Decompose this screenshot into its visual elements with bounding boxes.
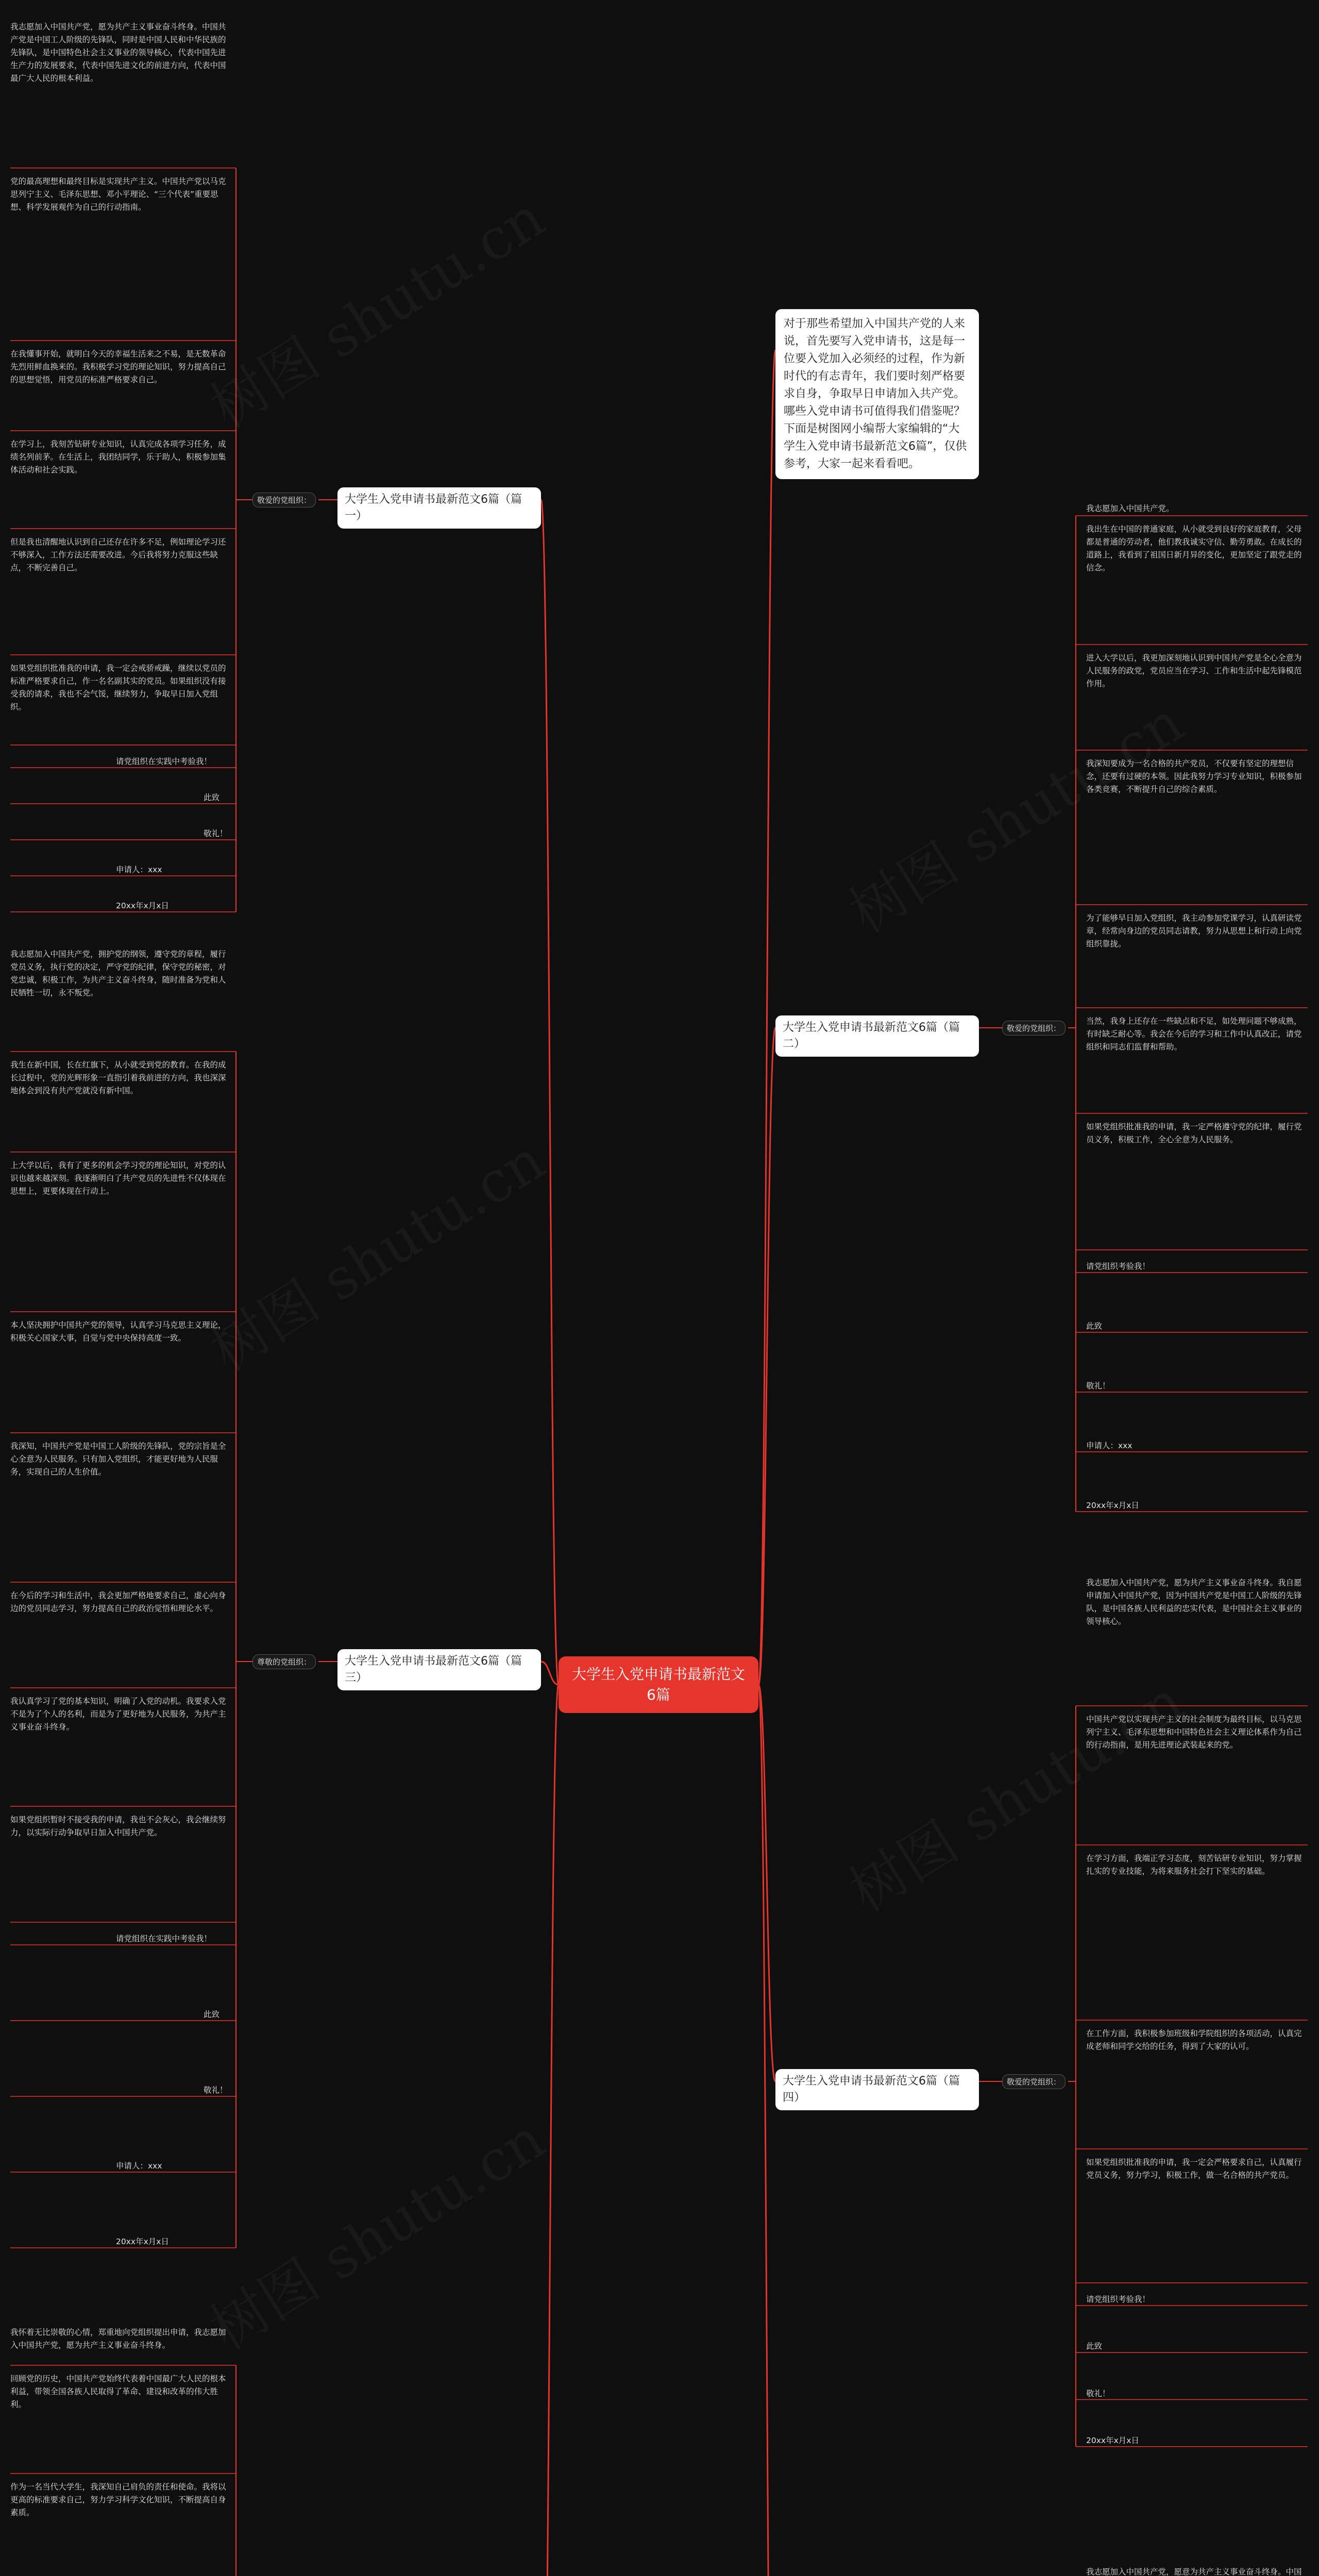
branch-title[interactable]: 大学生入党申请书最新范文6篇（篇三） <box>337 1649 541 1690</box>
footer-leaf: 此致 <box>204 2010 220 2019</box>
footer-leaf: 请党组织考验我！ <box>1086 2295 1151 2304</box>
paragraph-leaf: 在工作方面，我积极参加班级和学院组织的各项活动，认真完成老师和同学交给的任务，得到了大家的认可。 <box>1086 2029 1302 2051</box>
footer-leaf: 此致 <box>1086 2342 1103 2351</box>
paragraph-leaf: 如果党组织批准我的申请，我一定会严格要求自己，认真履行党员义务，努力学习，积极工作，做一名合格的共产党员。 <box>1086 2158 1302 2180</box>
footer-leaf: 请党组织在实践中考验我！ <box>116 757 212 766</box>
paragraph-leaf: 上大学以后，我有了更多的机会学习党的理论知识，对党的认识也越来越深刻。我逐渐明白了共产党员的先进性不仅体现在思想上，更要体现在行动上。 <box>10 1161 226 1196</box>
root-branch-edge <box>758 1685 775 2576</box>
footer-leaf: 申请人：xxx <box>116 865 162 874</box>
footer-leaf: 20xx年x月x日 <box>1086 2435 1139 2445</box>
root-branch-edge <box>541 1685 559 2576</box>
footer-leaf: 敬礼！ <box>204 829 228 838</box>
root-intro-edge <box>758 350 775 1685</box>
paragraph-leaf: 回顾党的历史，中国共产党始终代表着中国最广大人民的根本利益，带领全国各族人民取得了革命、建设和改革的伟大胜利。 <box>10 2374 226 2409</box>
paragraph-leaf: 进入大学以后，我更加深刻地认识到中国共产党是全心全意为人民服务的政党，党员应当在学习、工作和生活中起先锋模范作用。 <box>1086 653 1302 688</box>
tag-label: 尊敬的党组织： <box>252 1654 316 1669</box>
paragraph-leaf: 如果党组织批准我的申请，我一定严格遵守党的纪律，履行党员义务，积极工作，全心全意为人民服务。 <box>1086 1122 1302 1144</box>
paragraph-leaf: 中国共产党以实现共产主义的社会制度为最终目标，以马克思列宁主义、毛泽东思想和中国特色社会主义理论体系作为自己的行动指南，是用先进理论武装起来的党。 <box>1086 1715 1302 1750</box>
paragraph-leaf: 我志愿加入中国共产党，愿意为共产主义事业奋斗终身。中国 <box>1086 2567 1302 2576</box>
paragraph-leaf: 我志愿加入中国共产党，愿为共产主义事业奋斗终身。我自愿申请加入中国共产党，因为中国共产党是中国工人阶级的先锋队，是中国各族人民利益的忠实代表，是中国社会主义事业的领导核心。 <box>1086 1578 1302 1626</box>
footer-leaf: 申请人：xxx <box>1086 1441 1132 1450</box>
root-branch-edge <box>541 500 559 1685</box>
branch-title[interactable]: 大学生入党申请书最新范文6篇（篇四） <box>775 2069 979 2110</box>
paragraph-leaf: 作为一名当代大学生，我深知自己肩负的责任和使命。我将以更高的标准要求自己，努力学习科学文化知识，不断提高自身素质。 <box>10 2482 226 2517</box>
paragraph-leaf: 我深知要成为一名合格的共产党员，不仅要有坚定的理想信念，还要有过硬的本领。因此我努力学习专业知识，积极参加各类竞赛，不断提升自己的综合素质。 <box>1086 759 1302 794</box>
tag-label: 敬爱的党组织： <box>1002 2074 1066 2089</box>
intro-node[interactable]: 对于那些希望加入中国共产党的人来说，首先要写入党申请书，这是每一位要入党加入必须经的过程，作为新时代的有志青年，我们要时刻严格要求自身，争取早日申请加入共产党。哪些入党申请书可值得我们借鉴呢？下面是树图网小编帮大家编辑的“大学生入党申请书最新范文6篇”，仅供参考，大家一起来看看吧。 <box>775 309 979 479</box>
paragraph-leaf: 我怀着无比崇敬的心情，郑重地向党组织提出申请，我志愿加入中国共产党，愿为共产主义事业奋斗终身。 <box>10 2328 226 2350</box>
tag-label: 敬爱的党组织： <box>252 493 316 507</box>
footer-leaf: 请党组织考验我！ <box>1086 1262 1151 1271</box>
paragraph-leaf: 我生在新中国，长在红旗下，从小就受到党的教育。在我的成长过程中，党的光辉形象一直指引着我前进的方向，我也深深地体会到没有共产党就没有新中国。 <box>10 1060 226 1095</box>
footer-leaf: 此致 <box>1086 1321 1103 1331</box>
footer-leaf: 20xx年x月x日 <box>116 2237 169 2246</box>
paragraph-leaf: 如果党组织批准我的申请，我一定会戒骄戒躁，继续以党员的标准严格要求自己，作一名名副其实的党员。如果组织没有接受我的请求，我也不会气馁，继续努力，争取早日加入党组织。 <box>10 664 226 711</box>
branch-title[interactable]: 大学生入党申请书最新范文6篇（篇二） <box>775 1015 979 1057</box>
footer-leaf: 敬礼！ <box>1086 1381 1110 1391</box>
paragraph-leaf: 为了能够早日加入党组织，我主动参加党课学习，认真研读党章，经常向身边的党员同志请教，努力从思想上和行动上向党组织靠拢。 <box>1086 913 1302 948</box>
paragraph-leaf: 我志愿加入中国共产党，拥护党的纲领，遵守党的章程，履行党员义务，执行党的决定，严守党的纪律，保守党的秘密，对党忠诚，积极工作，为共产主义奋斗终身，随时准备为党和人民牺牲一切，永不叛党。 <box>10 950 226 997</box>
branch-title[interactable]: 大学生入党申请书最新范文6篇（篇一） <box>337 487 541 529</box>
paragraph-leaf: 我志愿加入中国共产党，愿为共产主义事业奋斗终身。中国共产党是中国工人阶级的先锋队，同时是中国人民和中华民族的先锋队，是中国特色社会主义事业的领导核心，代表中国先进生产力的发展要求，代表中国先进文化的前进方向，代表中国最广大人民的根本利益。 <box>10 22 226 83</box>
paragraph-leaf: 当然，我身上还存在一些缺点和不足，如处理问题不够成熟，有时缺乏耐心等。我会在今后的学习和工作中认真改正，请党组织和同志们监督和帮助。 <box>1086 1016 1302 1052</box>
paragraph-leaf: 但是我也清醒地认识到自己还存在许多不足，例如理论学习还不够深入，工作方法还需要改进。今后我将努力克服这些缺点，不断完善自己。 <box>10 537 226 572</box>
paragraph-leaf: 我志愿加入中国共产党。 <box>1086 504 1174 513</box>
paragraph-leaf: 本人坚决拥护中国共产党的领导，认真学习马克思主义理论，积极关心国家大事，自觉与党中央保持高度一致。 <box>10 1320 226 1343</box>
footer-leaf: 请党组织在实践中考验我！ <box>116 1934 212 1943</box>
root-node[interactable]: 大学生入党申请书最新范文6篇 <box>559 1656 758 1713</box>
footer-leaf: 申请人：xxx <box>116 2161 162 2171</box>
paragraph-leaf: 在学习上，我刻苦钻研专业知识，认真完成各项学习任务，成绩名列前茅。在生活上，我团结同学，乐于助人，积极参加集体活动和社会实践。 <box>10 439 226 474</box>
paragraph-leaf: 在今后的学习和生活中，我会更加严格地要求自己，虚心向身边的党员同志学习，努力提高自己的政治觉悟和理论水平。 <box>10 1591 226 1613</box>
paragraph-leaf: 党的最高理想和最终目标是实现共产主义。中国共产党以马克思列宁主义、毛泽东思想、邓小平理论、“三个代表”重要思想、科学发展观作为自己的行动指南。 <box>10 177 226 212</box>
footer-leaf: 20xx年x月x日 <box>116 901 169 910</box>
footer-leaf: 敬礼！ <box>1086 2388 1110 2398</box>
paragraph-leaf: 我出生在中国的普通家庭，从小就受到良好的家庭教育，父母都是普通的劳动者，他们教我诚实守信、勤劳勇敢。在成长的道路上，我看到了祖国日新月异的变化，更加坚定了跟党走的信念。 <box>1086 524 1302 572</box>
paragraph-leaf: 我深知，中国共产党是中国工人阶级的先锋队，党的宗旨是全心全意为人民服务。只有加入党组织，才能更好地为人民服务，实现自己的人生价值。 <box>10 1442 226 1477</box>
footer-leaf: 此致 <box>204 793 220 802</box>
paragraph-leaf: 在学习方面，我端正学习态度，刻苦钻研专业知识，努力掌握扎实的专业技能，为将来服务社会打下坚实的基础。 <box>1086 1854 1302 1876</box>
paragraph-leaf: 我认真学习了党的基本知识，明确了入党的动机。我要求入党不是为了个人的名利，而是为了更好地为人民服务，为共产主义事业奋斗终身。 <box>10 1697 226 1732</box>
footer-leaf: 敬礼！ <box>204 2086 228 2095</box>
tag-label: 敬爱的党组织： <box>1002 1021 1066 1036</box>
paragraph-leaf: 在我懂事开始，就明白今天的幸福生活来之不易，是无数革命先烈用鲜血换来的。我积极学习党的理论知识，努力提高自己的思想觉悟，用党员的标准严格要求自己。 <box>10 349 226 384</box>
paragraph-leaf: 如果党组织暂时不接受我的申请，我也不会灰心，我会继续努力，以实际行动争取早日加入中国共产党。 <box>10 1815 226 1837</box>
footer-leaf: 20xx年x月x日 <box>1086 1501 1139 1510</box>
